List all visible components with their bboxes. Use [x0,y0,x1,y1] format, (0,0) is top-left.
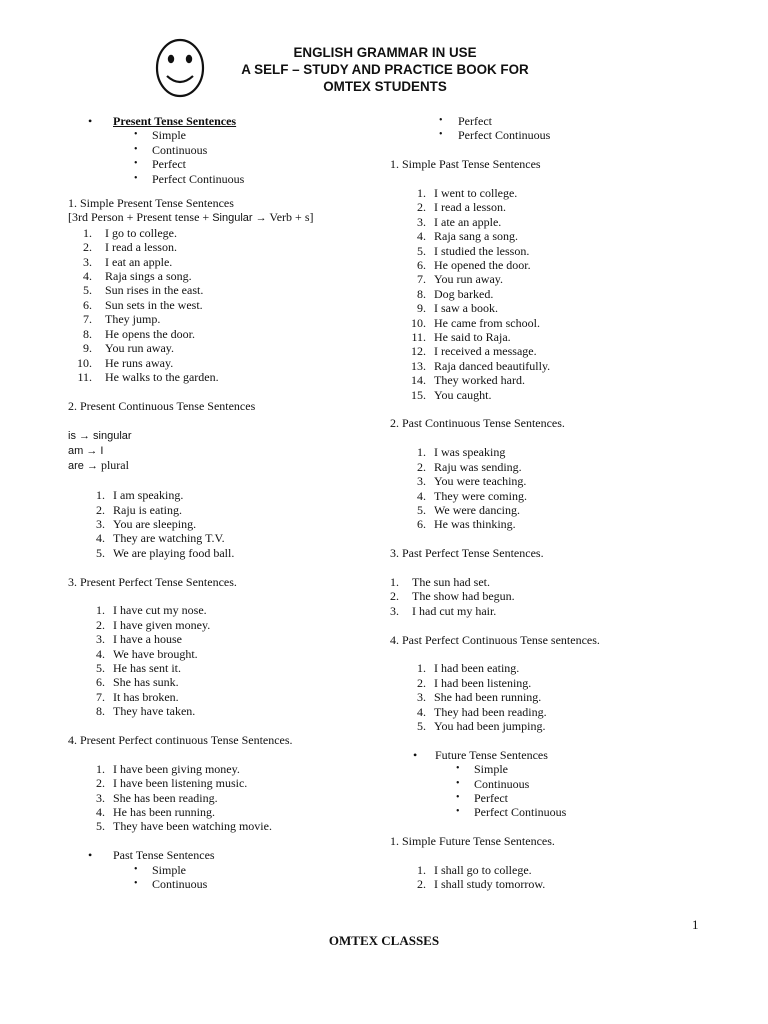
list-text: He came from school. [434,315,540,330]
list-item [390,186,720,200]
section-title: 4. Present Perfect continuous Tense Sentences. [68,732,293,747]
list-text: I have been listening music. [113,776,248,791]
list-text: We have brought. [113,646,198,661]
bullet-item: • Perfect [390,791,720,805]
list-item [390,244,720,258]
list-item [68,226,378,240]
list-number: 2. [390,589,399,604]
list-text: He opens the door. [105,326,195,341]
list-item [390,445,720,459]
list-text: The sun had set. [412,574,490,589]
list-text: I ate an apple. [434,214,502,229]
present-tense-heading: • Present Tense Sentences [68,114,378,128]
list-number: 2. [417,200,426,215]
section-title: 1. Simple Future Tense Sentences. [390,834,555,849]
list-text: I am speaking. [113,488,184,503]
list-number: 4. [417,704,426,719]
list-number: 2. [417,459,426,474]
list-text: They worked hard. [434,373,525,388]
list-number: 4. [83,269,92,284]
list-item [68,805,378,819]
list-text: I had been listening. [434,675,532,690]
header-audience: OMTEX STUDENTS [323,79,447,94]
list-item [390,517,720,531]
list-item [390,229,720,243]
list-number: 2. [417,877,426,892]
list-item [68,531,378,545]
list-text: You run away. [434,272,503,287]
list-number: 7. [83,312,92,327]
list-number: 2. [96,617,105,632]
right-column [390,114,720,892]
list-item [390,359,720,373]
list-number: 5. [96,660,105,675]
list-item [68,603,378,617]
list-text: She had been running. [434,690,542,705]
list-item [390,272,720,286]
list-text: He was thinking. [434,517,516,532]
list-number: 11. [77,369,92,384]
list-text: I have a house [113,632,182,647]
bullet-item: • Continuous [68,877,378,891]
list-number: 3. [96,516,105,531]
list-item [390,287,720,301]
list-item [390,474,720,488]
past-tense-heading: • Past Tense Sentences [68,848,378,862]
list-number: 3. [417,214,426,229]
list-item [390,690,720,704]
left-column [68,114,378,891]
list-number: 3. [417,690,426,705]
document-header [160,44,610,95]
list-text: Raja sings a song. [105,269,192,284]
list-item [68,517,378,531]
list-text: They have taken. [113,704,196,719]
list-number: 9. [417,301,426,316]
list-text: Raja sang a song. [434,229,518,244]
bullet-item: • Perfect Continuous [68,172,378,186]
list-item [68,370,378,384]
list-number: 12. [411,344,426,359]
list-item [68,661,378,675]
list-item [390,373,720,387]
list-item [390,200,720,214]
list-item [390,388,720,402]
rule-line: are → plural [68,458,129,473]
list-item [68,298,378,312]
list-item [390,503,720,517]
list-number: 5. [96,545,105,560]
list-item [68,356,378,370]
future-tense-heading: • Future Tense Sentences [390,748,720,762]
list-number: 14. [411,373,426,388]
list-item [390,316,720,330]
list-text: They were coming. [434,488,527,503]
list-text: I studied the lesson. [434,243,530,258]
section-title: 3. Present Perfect Tense Sentences. [68,574,237,589]
section-title: 4. Past Perfect Continuous Tense sentences. [390,632,600,647]
list-text: I shall study tomorrow. [434,877,546,892]
list-text: You were teaching. [434,474,527,489]
list-number: 1. [96,761,105,776]
list-item [390,344,720,358]
list-item [390,877,720,891]
list-text: Sun sets in the west. [105,297,203,312]
list-number: 4. [96,531,105,546]
list-number: 9. [83,341,92,356]
list-item [390,215,720,229]
list-text: He walks to the garden. [105,369,219,384]
list-item [68,341,378,355]
header-title: ENGLISH GRAMMAR IN USE [293,45,477,60]
bullet-item: • Perfect Continuous [390,128,720,142]
list-text: You caught. [434,387,492,402]
list-text: I have cut my nose. [113,603,207,618]
bullet-item: • Simple [68,128,378,142]
list-text: Raju is eating. [113,502,182,517]
bullet-item: • Continuous [68,143,378,157]
list-item [390,460,720,474]
list-item [68,632,378,646]
list-text: I went to college. [434,186,518,200]
list-item [68,488,378,502]
list-item [68,762,378,776]
list-text: We were dancing. [434,502,520,517]
list-item [68,503,378,517]
list-item [68,819,378,833]
list-item [390,258,720,272]
list-number: 1. [417,661,426,676]
list-text: I read a lesson. [105,240,177,255]
list-text: I was speaking [434,445,506,460]
list-text: I saw a book. [434,301,498,316]
list-text: Sun rises in the east. [105,283,204,298]
list-item [390,863,720,877]
list-item [390,589,720,603]
list-text: He has sent it. [113,660,181,675]
list-text: Dog barked. [434,286,494,301]
list-number: 5. [83,283,92,298]
list-text: I eat an apple. [105,254,173,269]
list-item [390,661,720,675]
list-number: 4. [96,646,105,661]
list-number: 10. [77,355,92,370]
list-item [390,705,720,719]
list-text: You are sleeping. [113,516,197,531]
list-text: I go to college. [105,225,177,240]
list-item [68,312,378,326]
list-number: 10. [411,315,426,330]
list-text: They jump. [105,312,161,327]
section-title: 1. Simple Past Tense Sentences [390,157,541,172]
list-item [68,647,378,661]
list-number: 7. [96,689,105,704]
list-item [390,676,720,690]
list-number: 8. [96,704,105,719]
list-number: 5. [96,819,105,834]
list-item [68,269,378,283]
list-item [390,489,720,503]
list-text: She has been reading. [113,790,218,805]
bullet-item: • Simple [68,863,378,877]
rule-line: is → singular [68,429,132,442]
list-number: 1. [83,225,92,240]
section-title: 3. Past Perfect Tense Sentences. [390,546,544,561]
list-item [68,327,378,341]
list-item [390,604,720,618]
list-item [68,704,378,718]
list-item [390,575,720,589]
list-item [68,240,378,254]
list-text: He said to Raja. [434,330,511,345]
list-number: 8. [83,326,92,341]
list-number: 4. [417,488,426,503]
list-item [68,546,378,560]
list-number: 11. [411,330,426,345]
list-item [390,330,720,344]
list-number: 6. [417,258,426,273]
list-number: 6. [417,517,426,532]
list-text: I have been giving money. [113,761,240,776]
list-number: 1. [390,574,399,589]
list-number: 2. [417,675,426,690]
footer: OMTEX CLASSES [328,933,440,948]
list-text: He opened the door. [434,258,531,273]
list-number: 15. [411,387,426,402]
list-number: 13. [411,358,426,373]
list-text: You run away. [105,341,174,356]
list-number: 1. [417,186,426,200]
list-item [68,618,378,632]
list-text: The show had begun. [412,589,515,604]
bullet-item: • Continuous [390,777,720,791]
list-number: 1. [96,488,105,503]
list-number: 3. [390,603,399,618]
list-number: 2. [83,240,92,255]
list-text: They have been watching movie. [113,819,272,834]
list-number: 5. [417,718,426,733]
list-text: It has broken. [113,689,179,704]
list-number: 3. [96,632,105,647]
list-item [68,675,378,689]
list-text: I have given money. [113,617,211,632]
list-item [68,283,378,297]
list-item [68,791,378,805]
list-text: I received a message. [434,344,537,359]
list-text: We are playing food ball. [113,545,235,560]
list-number: 6. [83,297,92,312]
list-text: They are watching T.V. [113,531,225,546]
list-text: I read a lesson. [434,200,506,215]
bullet-item: • Simple [390,762,720,776]
list-text: He has been running. [113,804,215,819]
section-title: 2. Past Continuous Tense Sentences. [390,416,565,431]
list-number: 6. [96,675,105,690]
list-number: 1. [417,862,426,877]
list-item [68,255,378,269]
rule-line: am → I [68,444,104,457]
list-text: Raju was sending. [434,459,522,474]
list-number: 3. [83,254,92,269]
list-number: 8. [417,286,426,301]
list-item [68,776,378,790]
list-number: 4. [417,229,426,244]
list-text: I had cut my hair. [412,603,497,618]
list-number: 1. [417,445,426,460]
list-number: 1. [96,603,105,618]
list-text: I had been eating. [434,661,520,676]
list-number: 2. [96,776,105,791]
section-title: 2. Present Continuous Tense Sentences [68,398,256,413]
list-number: 4. [96,804,105,819]
list-number: 3. [96,790,105,805]
header-subtitle: A SELF – STUDY AND PRACTICE BOOK FOR [241,62,529,77]
page-number: 1 [692,917,699,932]
list-number: 7. [417,272,426,287]
list-item [68,690,378,704]
list-text: They had been reading. [434,704,547,719]
list-number: 3. [417,474,426,489]
list-item [390,301,720,315]
list-text: He runs away. [105,355,174,370]
bullet-item: • Perfect [390,114,720,128]
list-text: You had been jumping. [434,718,546,733]
section-title: 1. Simple Present Tense Sentences [68,196,234,211]
list-number: 2. [96,502,105,517]
rule-line: [3rd Person + Present tense + Singular → Verb + s] [68,210,314,225]
list-text: She has sunk. [113,675,179,690]
list-number: 5. [417,502,426,517]
list-text: I shall go to college. [434,862,532,877]
list-text: Raja danced beautifully. [434,358,551,373]
list-item [390,719,720,733]
list-number: 5. [417,243,426,258]
bullet-item: • Perfect Continuous [390,805,720,819]
bullet-item: • Perfect [68,157,378,171]
